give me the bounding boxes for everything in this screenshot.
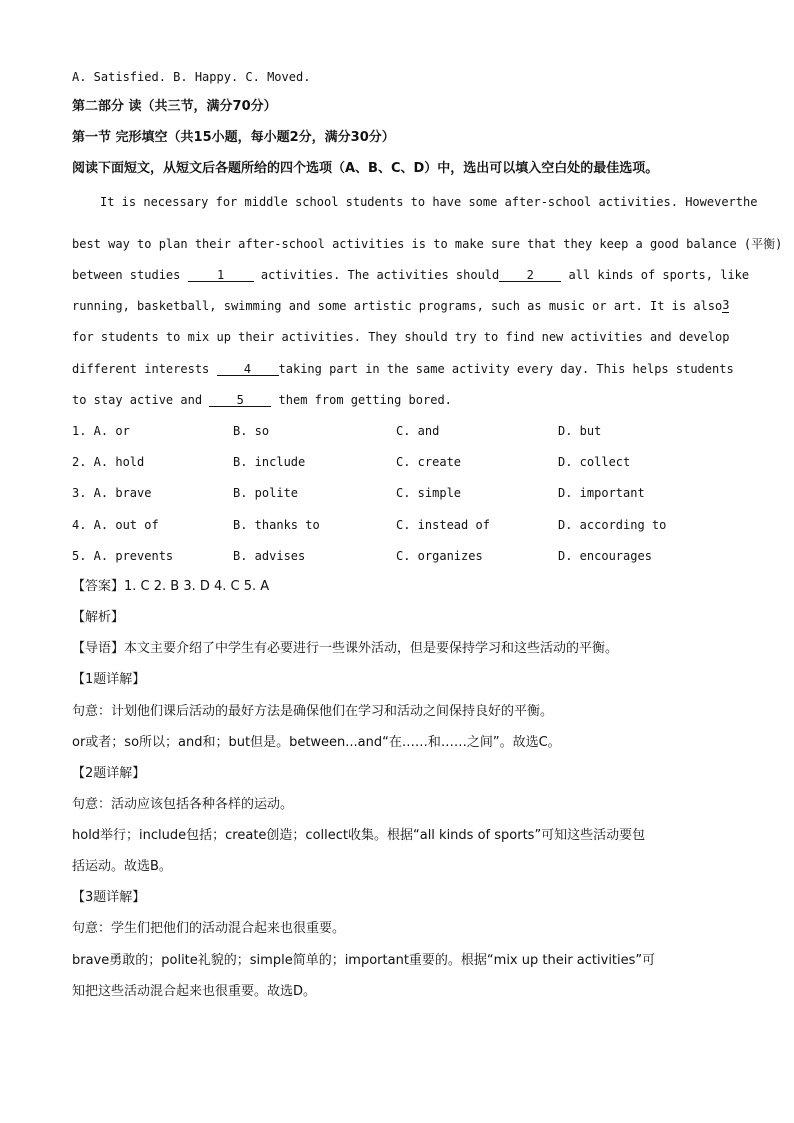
q3-meaning: 句意：学生们把他们的活动混合起来也很重要。 (72, 921, 346, 936)
option-c: C. instead of (396, 518, 490, 532)
q3-detail: 知把这些活动混合起来也很重要。故选D。 (72, 984, 317, 999)
q1-detail: or或者；so所以；and和；but但是。between...and“在……和……之间”。故选C。 (72, 735, 561, 750)
section-heading: 第二部分 读（共三节，满分70分） (72, 99, 277, 114)
option-a: 2. A. hold (72, 455, 145, 469)
option-a: 3. A. brave (72, 486, 152, 500)
blank-4: 4 (217, 363, 279, 376)
passage-line: to stay active and 5 them from getting bored. (72, 393, 452, 407)
option-d: D. encourages (558, 549, 652, 563)
blank-2: 2 (499, 269, 561, 282)
q1-meaning: 句意：计划他们课后活动的最好方法是确保他们在学习和活动之间保持良好的平衡。 (72, 704, 554, 719)
previous-options: A. Satisfied. B. Happy. C. Moved. (72, 70, 311, 84)
instructions: 阅读下面短文，从短文后各题所给的四个选项（A、B、C、D）中，选出可以填入空白处的最佳选项。 (72, 161, 659, 176)
q3-detail: brave勇敢的；polite礼貌的；simple简单的；important重要的。根据“mix up their activities”可 (72, 953, 656, 968)
option-c: C. and (396, 424, 440, 438)
blank-1: 1 (188, 269, 254, 282)
q2-detail: 括运动。故选B。 (72, 859, 172, 874)
option-a: 5. A. prevents (72, 549, 174, 563)
option-b: B. thanks to (233, 518, 320, 532)
option-b: B. advises (233, 549, 306, 563)
passage-line: different interests 4 taking part in the same activity every day. This helps students (72, 362, 734, 376)
subsection-heading: 第一节 完形填空（共15小题，每小题2分，满分30分） (72, 130, 395, 145)
option-b: B. polite (233, 486, 299, 500)
passage-line: It is necessary for middle school students to have some after-school activities. However the (100, 195, 758, 209)
option-d: D. according to (558, 518, 667, 532)
option-b: B. include (233, 455, 306, 469)
option-a: 4. A. out of (72, 518, 159, 532)
q2-detail: hold举行；include包括；create创造；collect收集。根据“all kinds of sports”可知这些活动要包 (72, 828, 646, 843)
option-c: C. simple (396, 486, 462, 500)
q1-heading: 【1题详解】 (72, 672, 146, 687)
analysis-label: 【解析】 (72, 610, 125, 625)
q3-heading: 【3题详解】 (72, 890, 146, 905)
q2-meaning: 句意：活动应该包括各种各样的运动。 (72, 797, 294, 812)
option-a: 1. A. or (72, 424, 130, 438)
option-b: B. so (233, 424, 270, 438)
option-d: D. important (558, 486, 645, 500)
option-d: D. but (558, 424, 602, 438)
guide-text: 【导语】本文主要介绍了中学生有必要进行一些课外活动，但是要保持学习和这些活动的平衡。 (72, 641, 619, 656)
option-c: C. create (396, 455, 462, 469)
q2-heading: 【2题详解】 (72, 766, 146, 781)
option-c: C. organizes (396, 549, 483, 563)
passage-line: for students to mix up their activities. They should try to find new activities and develop (72, 330, 730, 344)
blank-3: 3 (722, 298, 730, 312)
passage-line: running, basketball, swimming and some artistic programs, such as music or art. It is also 3 (72, 298, 730, 313)
answer-key: 【答案】1. C 2. B 3. D 4. C 5. A (72, 579, 270, 594)
option-d: D. collect (558, 455, 631, 469)
passage-line: best way to plan their after-school activities is to make sure that they keep a good balance (平衡) (72, 237, 783, 251)
passage-line: between studies 1 activities. The activities should 2 all kinds of sports, like (72, 268, 750, 282)
blank-5: 5 (209, 394, 271, 407)
